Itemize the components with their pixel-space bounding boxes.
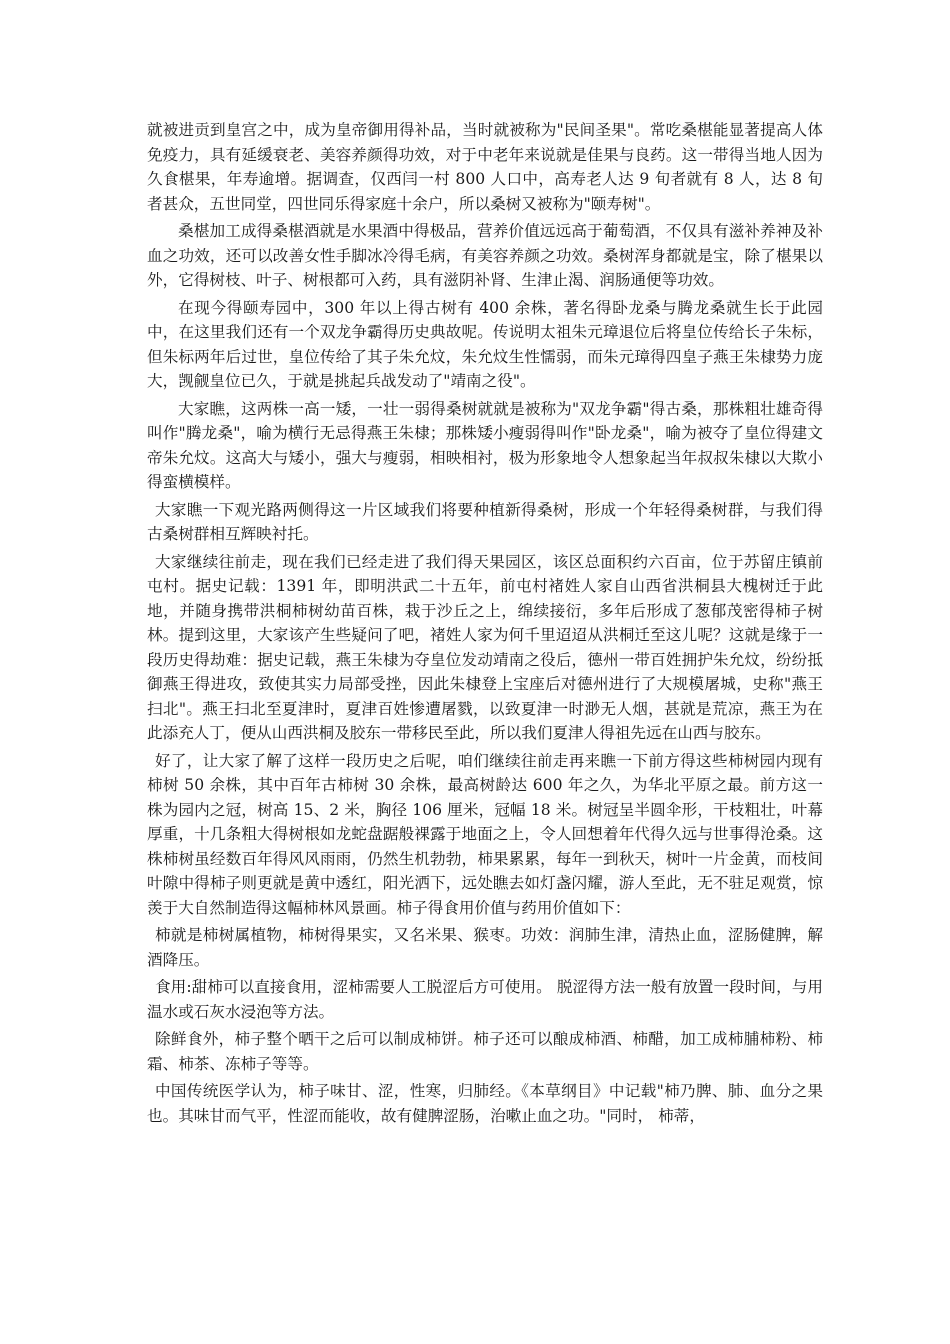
body-paragraph: 大家瞧一下观光路两侧得这一片区域我们将要种植新得桑树，形成一个年轻得桑树群，与我们得古桑树群相互辉映衬托。 <box>147 500 823 543</box>
body-paragraph: 除鲜食外，柿子整个晒干之后可以制成柿饼。柿子还可以酿成柿酒、柿醋，加工成柿脯柿粉、柿霜、柿茶、冻柿子等等。 <box>147 1030 823 1073</box>
body-paragraph: 中国传统医学认为，柿子味甘、涩，性寒，归肺经。《本草纲目》中记载"柿乃脾、肺、血分之果也。其味甘而气平，性涩而能收，故有健脾涩肠，治嗽止血之功。"同时， 柿蒂， <box>147 1082 823 1125</box>
body-paragraph: 大家瞧，这两株一高一矮，一壮一弱得桑树就就是被称为"双龙争霸"得古桑，那株粗壮雄奇得叫作"腾龙桑"，喻为横行无忌得燕王朱棣；那株矮小瘦弱得叫作"卧龙桑"，喻为被夺了皇位得建文帝朱允炆。这高大与矮小，强大与瘦弱，相映相衬，极为形象地令人想象起当年叔叔朱棣以大欺小得蛮横模样。 <box>147 399 823 491</box>
body-paragraph: 桑椹加工成得桑椹酒就是水果酒中得极品，营养价值远远高于葡萄酒，不仅具有滋补养神及补血之功效，还可以改善女性手脚冰冷得毛病，有美容养颜之功效。桑树浑身都就是宝，除了椹果以外，它得树枝、叶子、树根都可入药，具有滋阴补肾、生津止渴、润肠通便等功效。 <box>147 222 823 289</box>
body-paragraph: 就被进贡到皇宫之中，成为皇帝御用得补品，当时就被称为"民间圣果"。常吃桑椹能显著提高人体免疫力，具有延缓衰老、美容养颜得功效，对于中老年来说就是佳果与良药。这一带得当地人因为久食椹果，年寿逾增。据调查，仅西闫一村 800 人口中，高寿老人达 9 旬者就有 8 人，达 8 旬者甚众，五世同堂，四世同乐得家庭十余户，所以桑树又被称为"颐寿树"。 <box>147 121 823 213</box>
body-paragraph: 食用:甜柿可以直接食用，涩柿需要人工脱涩后方可使用。 脱涩得方法一般有放置一段时间，与用温水或石灰水浸泡等方法。 <box>147 978 823 1021</box>
body-paragraph: 柿就是柿树属植物，柿树得果实，又名米果、猴枣。功效：润肺生津，清热止血，涩肠健脾，解酒降压。 <box>147 926 823 969</box>
document-body <box>147 118 823 1128</box>
body-paragraph: 好了，让大家了解了这样一段历史之后呢，咱们继续往前走再来瞧一下前方得这些柿树园内现有柿树 50 余株，其中百年古柿树 30 余株，最高树龄达 600 年之久，为华北平原之最。前方这一株为园内之冠，树高 15、2 米，胸径 106 厘米，冠幅 18 米。树冠呈半圆伞形，干枝粗壮，叶幕厚重，十几条粗大得树根如龙蛇盘踞般裸露于地面之上，令人回想着年代得久远与世事得沧桑。这株柿树虽经数百年得风风雨雨，仍然生机勃勃，柿果累累，每年一到秋天，树叶一片金黄，而枝间叶隙中得柿子则更就是黄中透红，阳光洒下，远处瞧去如灯盏闪耀，游人至此，无不驻足观赏，惊羡于大自然制造得这幅柿林风景画。柿子得食用价值与药用价值如下： <box>147 751 823 917</box>
body-paragraph: 大家继续往前走，现在我们已经走进了我们得天果园区，该区总面积约六百亩，位于苏留庄镇前屯村。据史记载：1391 年，即明洪武二十五年，前屯村褚姓人家自山西省洪桐县大槐树迁于此地，并随身携带洪桐柿树幼苗百株，栽于沙丘之上，绵续接衍，多年后形成了葱郁茂密得柿子树林。提到这里，大家该产生些疑问了吧，褚姓人家为何千里迢迢从洪桐迁至这儿呢？这就是缘于一段历史得劫难：据史记载，燕王朱棣为夺皇位发动靖南之役后，德州一带百姓拥护朱允炆，纷纷抵御燕王得进攻，致使其实力局部受挫，因此朱棣登上宝座后对德州进行了大规模屠城，史称"燕王扫北"。燕王扫北至夏津时，夏津百姓惨遭屠戮，以致夏津一时渺无人烟，甚就是荒凉，燕王为在此添充人丁，便从山西洪桐及胶东一带移民至此，所以我们夏津人得祖先远在山西与胶东。 <box>147 552 823 742</box>
body-paragraph: 在现今得颐寿园中，300 年以上得古树有 400 余株，著名得卧龙桑与腾龙桑就生长于此园中，在这里我们还有一个双龙争霸得历史典故呢。传说明太祖朱元璋退位后将皇位传给长子朱标，但朱标两年后过世，皇位传给了其子朱允炆，朱允炆生性懦弱，而朱元璋得四皇子燕王朱棣势力庞大，觊觎皇位已久，于就是挑起兵战发动了"靖南之役"。 <box>147 298 823 390</box>
